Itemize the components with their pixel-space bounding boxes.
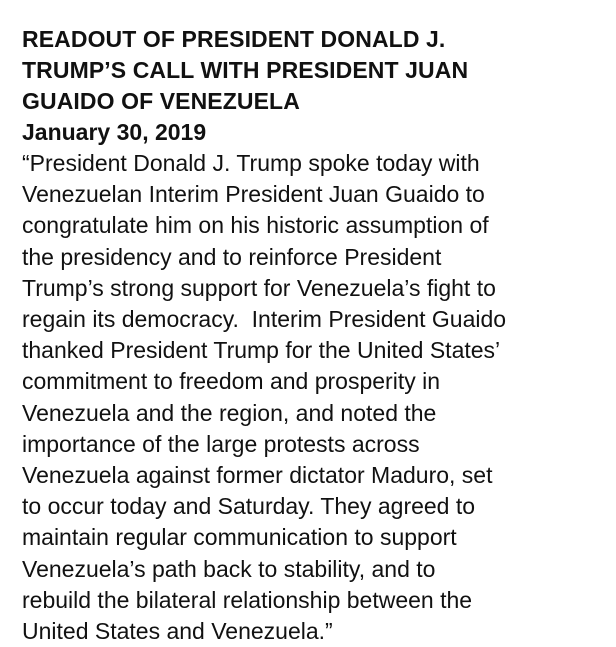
document-title (22, 24, 602, 117)
body-line: thanked President Trump for the United States’ (22, 337, 501, 364)
body-line: rebuild the bilateral relationship between the (22, 586, 473, 613)
document-date: January 30, 2019 (22, 119, 207, 145)
readout-document (22, 24, 602, 647)
body-line: importance of the large protests across (22, 430, 420, 457)
title-line: TRUMP’S CALL WITH PRESIDENT JUAN (22, 57, 469, 83)
body-line: maintain regular communication to support (22, 524, 457, 551)
body-line: United States and Venezuela.” (22, 618, 333, 645)
body-line: the presidency and to reinforce President (22, 243, 442, 270)
title-line: READOUT OF PRESIDENT DONALD J. (22, 26, 446, 52)
body-line: Venezuela and the region, and noted the (22, 399, 437, 426)
body-line: commitment to freedom and prosperity in (22, 368, 441, 395)
body-line: to occur today and Saturday. They agreed to (22, 493, 476, 520)
body-line: Venezuela’s path back to stability, and to (22, 555, 436, 582)
body-line: Venezuelan Interim President Juan Guaido to (22, 181, 485, 208)
body-line: “President Donald J. Trump spoke today with (22, 150, 480, 176)
document-body (22, 148, 602, 647)
body-line: Trump’s strong support for Venezuela’s fight to (22, 274, 496, 301)
body-line: Venezuela against former dictator Maduro, set (22, 462, 493, 489)
body-line: congratulate him on his historic assumption of (22, 212, 489, 239)
body-line: regain its democracy. Interim President Guaido (22, 306, 507, 333)
title-line: GUAIDO OF VENEZUELA (22, 88, 300, 114)
